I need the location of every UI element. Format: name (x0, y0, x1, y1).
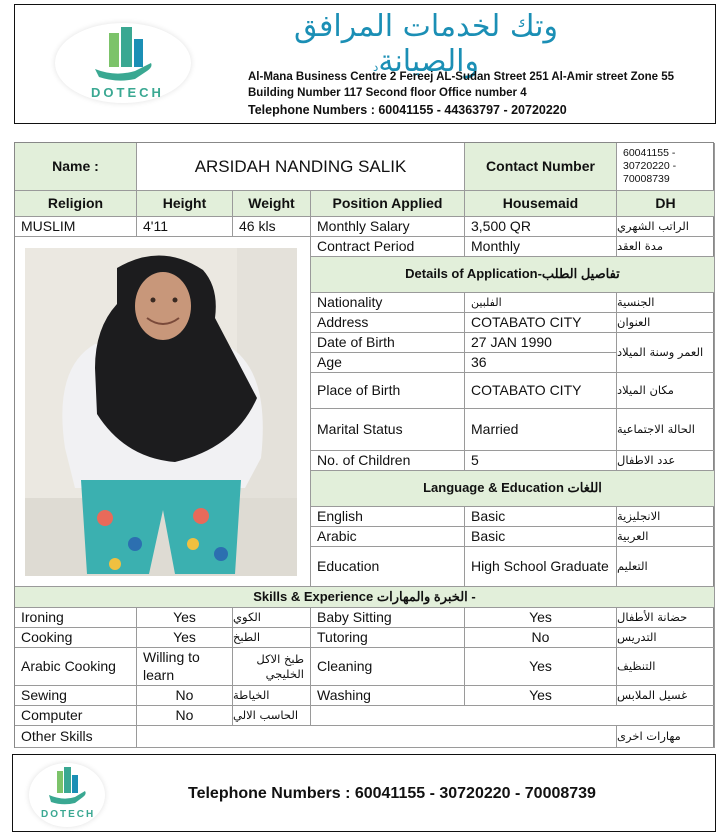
cleaning-arabic: التنظيف (617, 648, 715, 686)
sewing-value: No (137, 686, 233, 706)
tutoring-value: No (465, 628, 617, 648)
sewing-label: Sewing (15, 686, 137, 706)
contact-value: 60041155 - 30720220 - 70008739 (617, 143, 715, 191)
ironing-value: Yes (137, 608, 233, 628)
footer-logo (29, 763, 105, 827)
company-logo (55, 23, 191, 103)
letterhead (14, 4, 716, 124)
cooking-value: Yes (137, 628, 233, 648)
position-header: Position Applied (311, 191, 465, 217)
education-value: High School Graduate (465, 547, 617, 587)
company-name-arabic-mark: د (373, 60, 379, 74)
company-name-arabic (251, 9, 601, 79)
english-value: Basic (465, 507, 617, 527)
dh-header: DH (617, 191, 715, 217)
footer-logo-text: DOTECH (41, 809, 96, 820)
other-skills-arabic: مهارات اخرى (617, 726, 715, 748)
religion-header: Religion (15, 191, 137, 217)
header-telephone: Telephone Numbers : 60041155 - 44363797 - 20720220 (248, 103, 567, 117)
dob-age-arabic: العمر وسنة الميلاد (617, 333, 715, 373)
baby-sitting-arabic: حضانة الأطفال (617, 608, 715, 628)
cleaning-label: Cleaning (311, 648, 465, 686)
education-arabic: التعليم (617, 547, 715, 587)
marital-label: Marital Status (311, 409, 465, 451)
logo-text: DOTECH (91, 85, 164, 100)
baby-sitting-value: Yes (465, 608, 617, 628)
age-label: Age (311, 353, 465, 373)
washing-arabic: غسيل الملابس (617, 686, 715, 706)
height-header: Height (137, 191, 233, 217)
applicant-photo (25, 248, 297, 576)
footer (12, 754, 716, 832)
contact-label: Contact Number (465, 143, 617, 191)
weight-value: 46 kls (233, 217, 311, 237)
washing-value: Yes (465, 686, 617, 706)
height-value: 4'11 (137, 217, 233, 237)
other-skills-value (137, 726, 617, 748)
contract-value: Monthly (465, 237, 617, 257)
computer-arabic: الحاسب الالي (233, 706, 311, 726)
arabic-label: Arabic (311, 527, 465, 547)
baby-sitting-label: Baby Sitting (311, 608, 465, 628)
empty-cell (311, 706, 715, 726)
cooking-label: Cooking (15, 628, 137, 648)
religion-value: MUSLIM (15, 217, 137, 237)
company-name-arabic-text: وتك لخدمات المرافق والصيانة (294, 9, 558, 79)
name-label: Name : (15, 143, 137, 191)
other-skills-label: Other Skills (15, 726, 137, 748)
pob-value: COTABATO CITY (465, 373, 617, 409)
address-line-1: Al-Mana Business Centre 2 Fereej AL-Sudan Street 251 Al-Amir street Zone 55 (248, 71, 675, 83)
marital-value: Married (465, 409, 617, 451)
sewing-arabic: الخياطة (233, 686, 311, 706)
cooking-arabic: الطبخ (233, 628, 311, 648)
details-title: Details of Application-تفاصيل الطلب (311, 257, 715, 293)
salary-arabic: الراتب الشهري (617, 217, 715, 237)
nationality-value: الفلبين (465, 293, 617, 313)
contract-arabic: مدة العقد (617, 237, 715, 257)
nationality-arabic: الجنسية (617, 293, 715, 313)
skills-title: Skills & Experience الخبرة والمهارات - (15, 587, 715, 608)
weight-header: Weight (233, 191, 311, 217)
dob-label: Date of Birth (311, 333, 465, 353)
english-arabic: الانجليزية (617, 507, 715, 527)
age-value: 36 (465, 353, 617, 373)
pob-label: Place of Birth (311, 373, 465, 409)
ironing-arabic: الكوي (233, 608, 311, 628)
computer-label: Computer (15, 706, 137, 726)
address-value: COTABATO CITY (465, 313, 617, 333)
salary-value: 3,500 QR (465, 217, 617, 237)
arabic-cooking-arabic: طبخ الاكل الخليجي (233, 648, 311, 686)
name-value: ARSIDAH NANDING SALIK (137, 143, 465, 191)
footer-telephone: Telephone Numbers : 60041155 - 30720220 - 70008739 (188, 785, 596, 802)
arabic-arabic: العربية (617, 527, 715, 547)
applicant-photo-figure (25, 248, 297, 576)
arabic-value: Basic (465, 527, 617, 547)
application-form (14, 142, 714, 748)
children-arabic: عدد الاطفال (617, 451, 715, 471)
address-line-2: Building Number 117 Second floor Office number 4 (248, 87, 527, 99)
computer-value: No (137, 706, 233, 726)
arabic-cooking-value: Willing to learn (137, 648, 233, 686)
cleaning-value: Yes (465, 648, 617, 686)
tutoring-label: Tutoring (311, 628, 465, 648)
housemaid-header: Housemaid (465, 191, 617, 217)
washing-label: Washing (311, 686, 465, 706)
tutoring-arabic: التدريس (617, 628, 715, 648)
contract-label: Contract Period (311, 237, 465, 257)
ironing-label: Ironing (15, 608, 137, 628)
english-label: English (311, 507, 465, 527)
address-label: Address (311, 313, 465, 333)
salary-label: Monthly Salary (311, 217, 465, 237)
children-value: 5 (465, 451, 617, 471)
marital-arabic: الحالة الاجتماعية (617, 409, 715, 451)
education-label: Education (311, 547, 465, 587)
pob-arabic: مكان الميلاد (617, 373, 715, 409)
dob-value: 27 JAN 1990 (465, 333, 617, 353)
address-arabic: العنوان (617, 313, 715, 333)
nationality-label: Nationality (311, 293, 465, 313)
arabic-cooking-label: Arabic Cooking (15, 648, 137, 686)
children-label: No. of Children (311, 451, 465, 471)
language-title: Language & Education اللغات (311, 471, 715, 507)
